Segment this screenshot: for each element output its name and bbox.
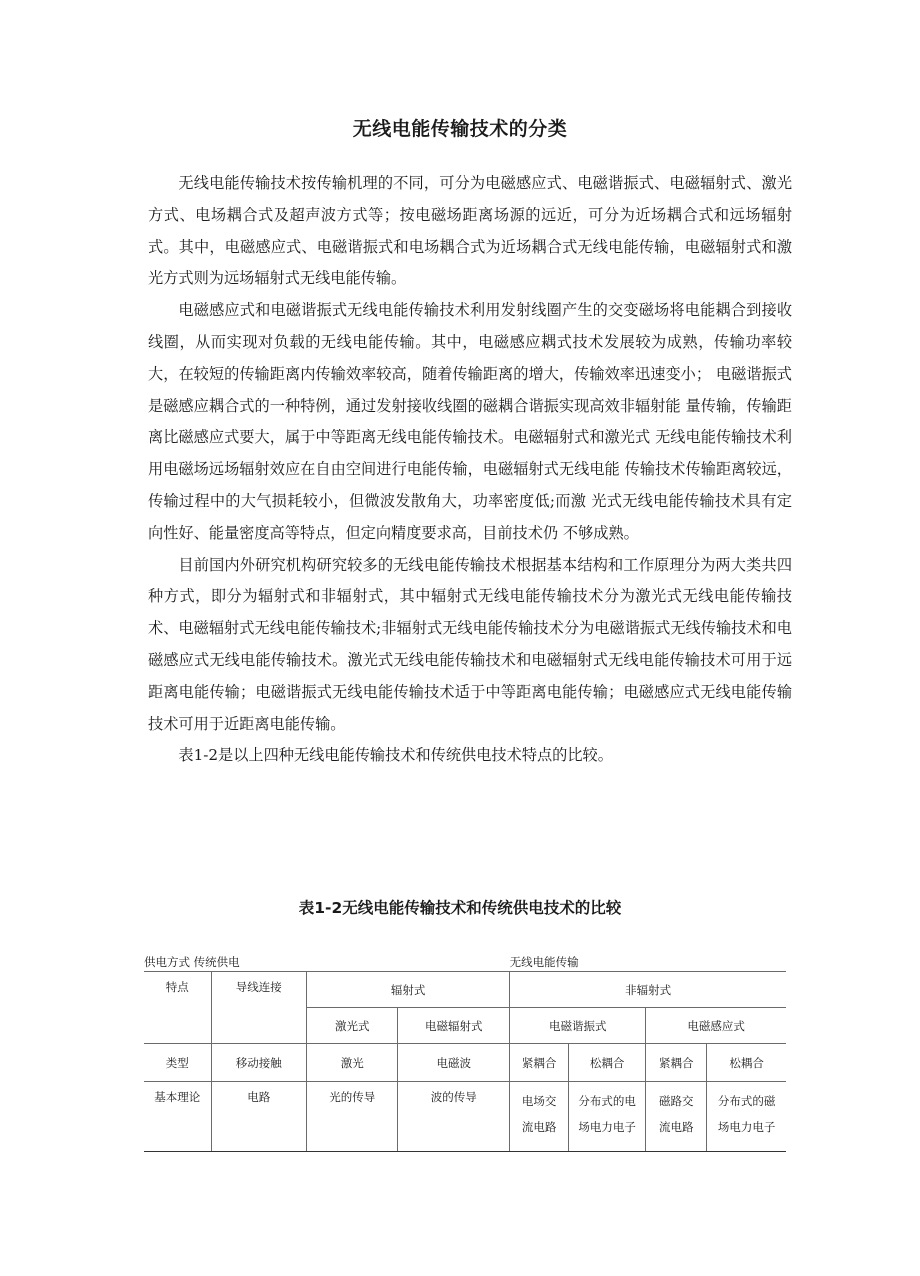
table-header-row (144, 953, 786, 972)
cell-laser: 激光式 (307, 1008, 398, 1044)
paragraph-3: 目前国内外研究机构研究较多的无线电能传输技术根据基本结构和工作原理分为两大类共四种方式，即分为辐射式和非辐射式，其中辐射式无线电能传输技术分为激光式无线电能传输技术、电磁辐射式无线电能传输技术;非辐射式无线电能传输技术分为电磁谐振式无线传输技术和电磁感应式无线电能传输技术。激光式无线电能传输技术和电磁辐射式无线电能传输技术可用于远距离电能传输；电磁谐振式无线电能传输技术适于中等距离电能传输；电磁感应式无线电能传输技术可用于近距离电能传输。 (148, 555, 792, 733)
document-title: 无线电能传输技术的分类 (352, 118, 568, 140)
table-category-row (144, 972, 786, 1008)
cell-resonance-loose: 分布式的电场电力电子 (569, 1082, 646, 1152)
comparison-table (144, 953, 786, 1152)
row-label: 类型 (144, 1044, 211, 1082)
cell-laser-value: 光的传导 (307, 1082, 398, 1152)
cell-resonance-tight: 紧耦合 (510, 1044, 569, 1082)
cell-em-resonance: 电磁谐振式 (510, 1008, 646, 1044)
cell-feature-label: 特点 (144, 972, 211, 1044)
cell-em-radiation-value: 电磁波 (398, 1044, 510, 1082)
cell-resonance-tight: 电场交流电路 (510, 1082, 569, 1152)
cell-wired: 导线连接 (211, 972, 306, 1044)
cell-traditional: 电路 (211, 1082, 306, 1152)
cell-traditional: 移动接触 (211, 1044, 306, 1082)
cell-em-radiation-value: 波的传导 (398, 1082, 510, 1152)
paragraph-1: 无线电能传输技术按传输机理的不同，可分为电磁感应式、电磁谐振式、电磁辐射式、激光方式、电场耦合式及超声波方式等；按电磁场距离场源的远近，可分为近场耦合式和远场辐射式。其中，电磁感应式、电磁谐振式和电场耦合式为近场耦合式无线电能传输，电磁辐射式和激光方式则为远场辐射式无线电能传输。 (148, 174, 792, 288)
cell-resonance-loose: 松耦合 (569, 1044, 646, 1082)
paragraph-4: 表1-2是以上四种无线电能传输技术和传统供电技术特点的比较。 (178, 746, 613, 765)
row-label: 基本理论 (144, 1082, 211, 1152)
table-caption: 表1-2无线电能传输技术和传统供电技术的比较 (298, 899, 622, 917)
cell-radiative: 辐射式 (307, 972, 510, 1008)
cell-induction-tight: 磁路交流电路 (646, 1082, 707, 1152)
header-wireless: 无线电能传输 (510, 953, 786, 972)
cell-induction-loose: 分布式的磁场电力电子 (707, 1082, 786, 1152)
table-row (144, 1044, 786, 1082)
body-text (148, 168, 792, 772)
paragraph-2: 电磁感应式和电磁谐振式无线电能传输技术利用发射线圈产生的交变磁场将电能耦合到接收线圈，从而实现对负载的无线电能传输。其中，电磁感应耦式技术发展较为成熟，传输功率较大，在较短的传输距离内传输效率较高，随着传输距离的增大，传输效率迅速变小； 电磁谐振式是磁感应耦合式的一种特例，通过发射接收线圈的磁耦合谐振实现高效非辐射能 量传输，传输距离比磁感应式要大，属于中等距离无线电能传输技术。电磁辐射式和激光式 无线电能传输技术利用电磁场远场辐射效应在自由空间进行电能传输，电磁辐射式无线电能 传输技术传输距离较远，传输过程中的大气损耗较小，但微波发散角大，功率密度低;而激 光式无线电能传输技术具有定向性好、能量密度高等特点，但定向精度要求高，目前技术仍 不够成熟。 (148, 301, 792, 542)
cell-em-radiation: 电磁辐射式 (398, 1008, 510, 1044)
table-row (144, 1082, 786, 1152)
cell-induction-loose: 松耦合 (707, 1044, 786, 1082)
cell-nonradiative: 非辐射式 (510, 972, 786, 1008)
header-supply-method: 供电方式 传统供电 (144, 953, 510, 972)
cell-em-induction: 电磁感应式 (646, 1008, 786, 1044)
cell-laser-value: 激光 (307, 1044, 398, 1082)
cell-induction-tight: 紧耦合 (646, 1044, 707, 1082)
